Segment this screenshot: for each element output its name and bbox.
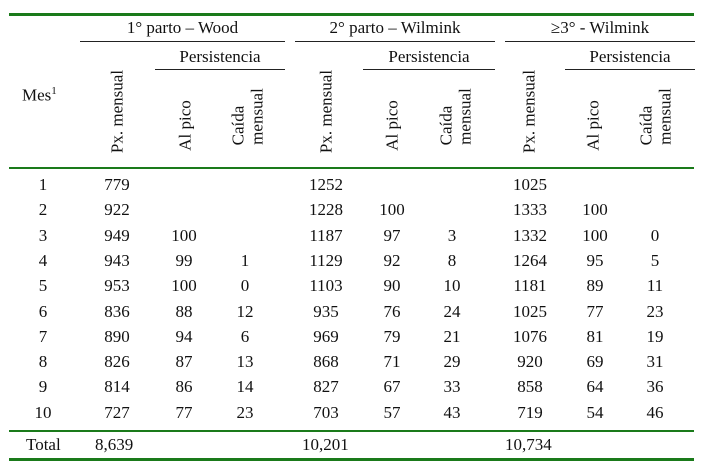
table-cell: 69 (586, 352, 604, 371)
persistencia-header-2: Persistencia (388, 47, 470, 66)
table-cell: 29 (443, 352, 461, 371)
row-month: 9 (38, 377, 48, 396)
table-cell: 76 (383, 302, 401, 321)
al-pico-header-1: Al pico (175, 100, 195, 151)
table-cell: 92 (383, 251, 401, 270)
persistencia-underline-3 (565, 69, 695, 70)
px-mensual-header-3: Px. mensual (519, 69, 539, 154)
table-cell: 0 (650, 226, 660, 245)
table-cell: 1076 (513, 327, 547, 346)
persistencia-underline-2 (363, 69, 495, 70)
group-title-2: 2° parto – Wilmink (329, 18, 461, 37)
total-value-3: 10,734 (505, 435, 552, 454)
caida-header-1a: Caída (228, 105, 248, 146)
row-month: 8 (38, 352, 48, 371)
table-cell: 858 (517, 377, 543, 396)
persistencia-header-3: Persistencia (589, 47, 671, 66)
table-cell: 868 (313, 352, 339, 371)
table-cell: 64 (586, 377, 604, 396)
table-cell: 43 (443, 403, 461, 422)
table-cell: 89 (586, 276, 604, 295)
table-cell: 727 (104, 403, 130, 422)
table-cell: 1252 (309, 175, 343, 194)
row-month: 6 (38, 302, 48, 321)
table-cell: 1228 (309, 200, 343, 219)
table-cell: 827 (313, 377, 339, 396)
table-cell: 814 (104, 377, 130, 396)
row-month: 3 (38, 226, 48, 245)
al-pico-header-3: Al pico (583, 100, 603, 151)
table-cell: 79 (383, 327, 401, 346)
top-rule (9, 13, 694, 16)
table-cell: 943 (104, 251, 130, 270)
table-cell: 1103 (309, 276, 343, 295)
table-cell: 71 (383, 352, 401, 371)
table-cell: 826 (104, 352, 130, 371)
table-cell: 100 (582, 226, 608, 245)
mes-header (22, 85, 57, 106)
table-cell: 836 (104, 302, 130, 321)
table-cell: 54 (586, 403, 604, 422)
table-cell: 24 (443, 302, 461, 321)
total-value-2: 10,201 (302, 435, 349, 454)
table-cell: 77 (175, 403, 193, 422)
table-cell: 719 (517, 403, 543, 422)
px-mensual-header-2: Px. mensual (316, 69, 336, 154)
caida-header-2b: mensual (455, 88, 475, 145)
table-cell: 87 (175, 352, 193, 371)
table-cell: 57 (383, 403, 401, 422)
table-cell: 100 (171, 226, 197, 245)
caida-header-2a: Caída (436, 105, 456, 146)
header-bottom-rule (9, 167, 694, 169)
persistencia-underline-1 (155, 69, 285, 70)
table-cell: 31 (646, 352, 664, 371)
table-cell: 12 (236, 302, 254, 321)
table-cell: 36 (646, 377, 664, 396)
table-cell: 97 (383, 226, 401, 245)
mes-footnote: 1 (51, 85, 57, 97)
table-cell: 67 (383, 377, 401, 396)
table-cell: 1264 (513, 251, 547, 270)
table-cell: 949 (104, 226, 130, 245)
mes-label: Mes (22, 85, 52, 105)
total-value-1: 8,639 (95, 435, 134, 454)
table-cell: 1333 (513, 200, 547, 219)
group-underline-2 (295, 41, 495, 42)
table-cell: 920 (517, 352, 543, 371)
table-cell: 890 (104, 327, 130, 346)
table-cell: 23 (646, 302, 664, 321)
table-cell: 21 (443, 327, 461, 346)
caida-header-3b: mensual (655, 88, 675, 145)
table-cell: 23 (236, 403, 254, 422)
group-underline-3 (505, 41, 695, 42)
table-cell: 90 (383, 276, 401, 295)
al-pico-header-2: Al pico (382, 100, 402, 151)
table-cell: 11 (646, 276, 664, 295)
row-month: 10 (34, 403, 52, 422)
table-cell: 99 (175, 251, 193, 270)
table-cell: 13 (236, 352, 254, 371)
row-month: 7 (38, 327, 48, 346)
table-cell: 1332 (513, 226, 547, 245)
table-cell: 6 (240, 327, 250, 346)
group-title-1: 1° parto – Wood (126, 18, 239, 37)
table-cell: 703 (313, 403, 339, 422)
table-cell: 94 (175, 327, 193, 346)
table-cell: 100 (582, 200, 608, 219)
caida-header-1b: mensual (247, 88, 267, 145)
table-cell: 1025 (513, 302, 547, 321)
row-month: 4 (38, 251, 48, 270)
table-cell: 100 (379, 200, 405, 219)
persistencia-header-1: Persistencia (179, 47, 261, 66)
group-underline-1 (80, 41, 285, 42)
table-cell: 1181 (513, 276, 547, 295)
table-cell: 3 (447, 226, 457, 245)
total-label: Total (26, 435, 61, 454)
row-month: 2 (38, 200, 48, 219)
table-cell: 81 (586, 327, 604, 346)
table-cell: 1025 (513, 175, 547, 194)
table-cell: 33 (443, 377, 461, 396)
bottom-rule (9, 458, 694, 461)
table-cell: 100 (171, 276, 197, 295)
table-cell: 953 (104, 276, 130, 295)
table-cell: 1187 (309, 226, 343, 245)
table-cell: 922 (104, 200, 130, 219)
table-cell: 969 (313, 327, 339, 346)
table-cell: 1129 (309, 251, 343, 270)
row-month: 1 (38, 175, 48, 194)
table-cell: 14 (236, 377, 254, 396)
table-cell: 88 (175, 302, 193, 321)
px-mensual-header-1: Px. mensual (107, 69, 127, 154)
table-cell: 1 (240, 251, 250, 270)
table-cell: 0 (240, 276, 250, 295)
table-cell: 10 (443, 276, 461, 295)
row-month: 5 (38, 276, 48, 295)
table-cell: 8 (447, 251, 457, 270)
table-cell: 95 (586, 251, 604, 270)
caida-header-3a: Caída (636, 105, 656, 146)
table-cell: 86 (175, 377, 193, 396)
table-cell: 779 (104, 175, 130, 194)
total-top-rule (9, 430, 694, 432)
table-cell: 46 (646, 403, 664, 422)
group-title-3: ≥3° - Wilmink (550, 18, 650, 37)
table-cell: 935 (313, 302, 339, 321)
table-cell: 19 (646, 327, 664, 346)
table-cell: 5 (650, 251, 660, 270)
table-cell: 77 (586, 302, 604, 321)
